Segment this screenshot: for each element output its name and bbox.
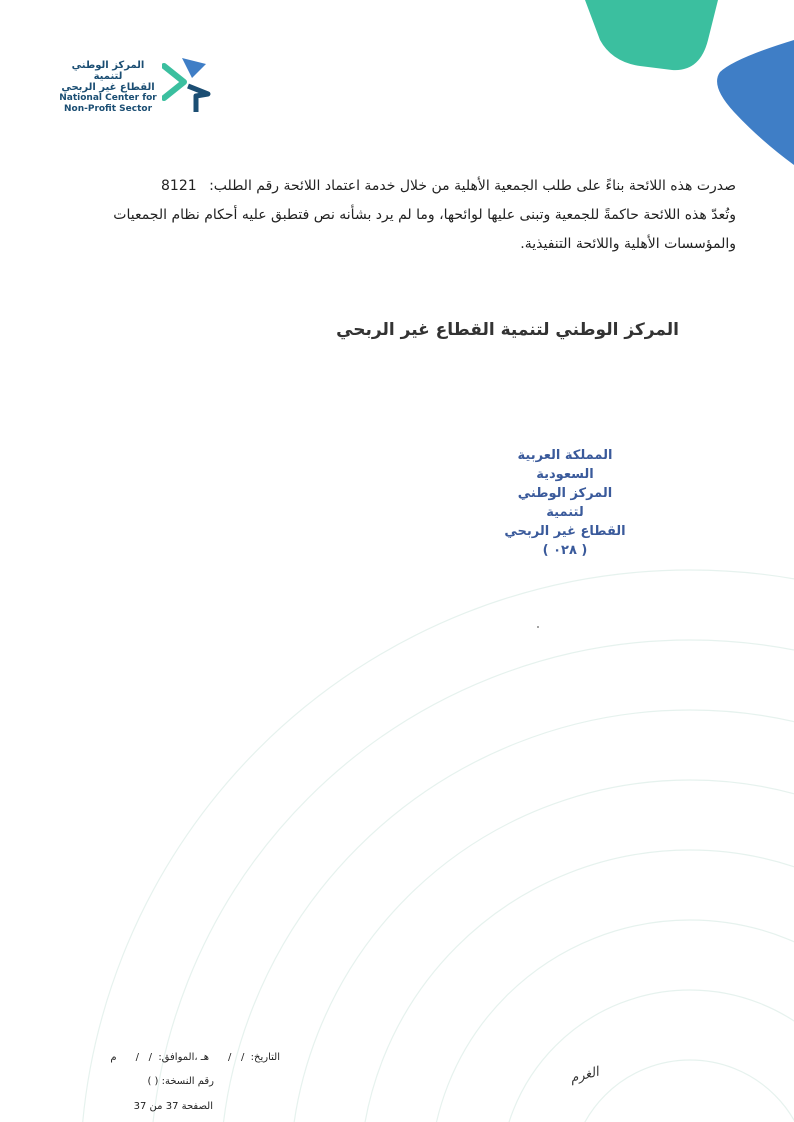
stamp-line-1: المملكة العربية السعودية xyxy=(517,448,613,482)
footer-page-number: الصفحة 37 من 37 xyxy=(133,1101,213,1112)
stamp-line-2: المركز الوطني لتنمية xyxy=(517,486,613,520)
footer-date: التاريخ: / / هـ ،الموافق: / / م xyxy=(110,1052,280,1063)
footer-copy-number: رقم النسخة: ( ) xyxy=(147,1076,214,1087)
body-line-1 xyxy=(56,172,736,201)
logo-arabic-line2: القطاع غير الربحي xyxy=(61,82,155,93)
body-line-3: والمؤسسات الأهلية واللائحة التنفيذية. xyxy=(520,236,736,252)
dot-mark xyxy=(537,626,539,628)
official-stamp xyxy=(500,446,630,560)
stamp-line-3: القطاع غير الربحي xyxy=(504,524,626,539)
body-line-1-text: صدرت هذه اللائحة بناءً على طلب الجمعية الأهلية من خلال خدمة اعتماد اللائحة رقم الطلب: xyxy=(209,178,736,194)
logo-english-line2: Non-Profit Sector xyxy=(63,104,153,114)
issuer-name: المركز الوطني لتنمية القطاع غير الربحي xyxy=(336,320,679,340)
organization-logo xyxy=(58,48,218,118)
signature: الغرم xyxy=(568,1064,601,1087)
request-number: 8121 xyxy=(161,178,197,194)
stamp-line-4: ( ٠٢٨ ) xyxy=(542,543,588,558)
logo-english-line1: National Center for xyxy=(59,93,157,103)
logo-mark-icon xyxy=(162,52,214,114)
logo-arabic-line1: المركز الوطني لتنمية xyxy=(71,60,145,82)
logo-text xyxy=(58,60,158,115)
body-line-2: وتُعدّ هذه اللائحة حاكمةً للجمعية وتبنى عليها لوائحها، وما لم يرد بشأنه نص فتطبق عليه أحكام نظام الجمعيات xyxy=(113,207,736,223)
